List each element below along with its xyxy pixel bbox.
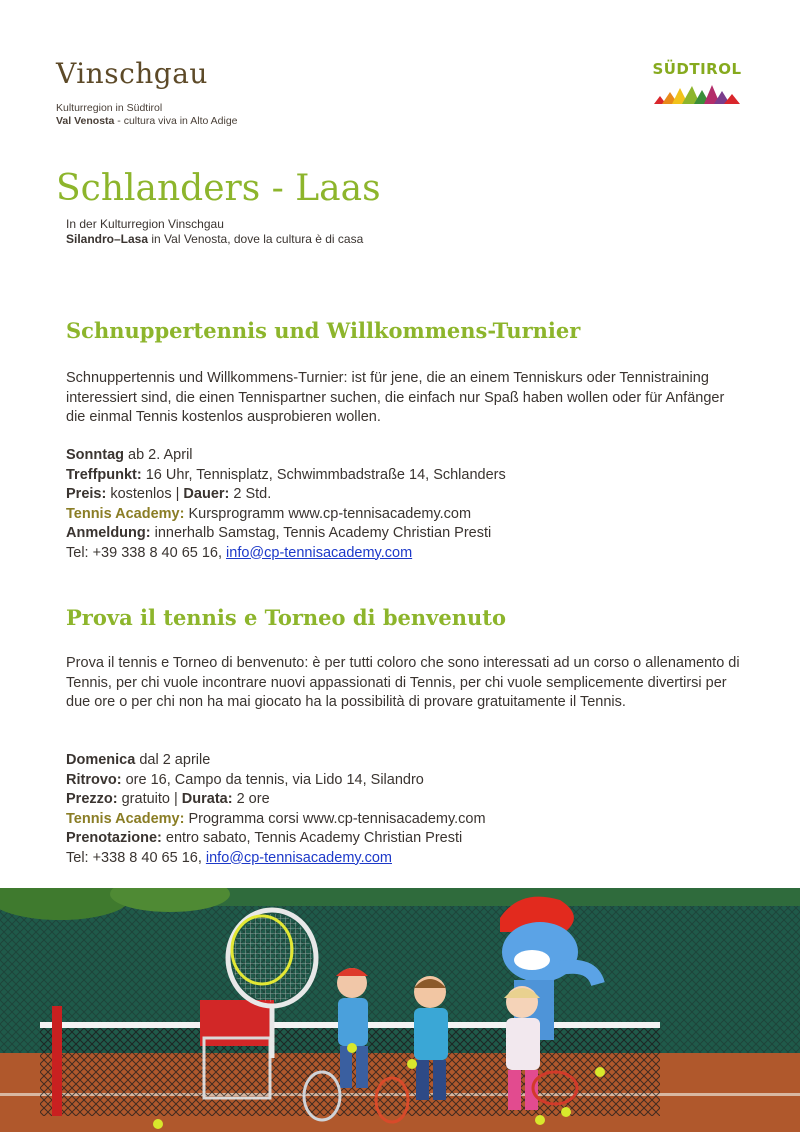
detail-price-duration: Prezzo: gratuito | Durata: 2 ore — [66, 791, 270, 807]
page-subtitle — [66, 217, 363, 247]
tennis-court-photo — [0, 888, 800, 1132]
email-link[interactable]: info@cp-tennisacademy.com — [205, 849, 392, 866]
event-details-it — [66, 751, 746, 868]
detail-meeting-point: Ritrovo: ore 16, Campo da tennis, via Lido 14, Silandro — [66, 771, 424, 788]
detail-academy: Tennis Academy: Kursprogramm www.cp-tennisacademy.com — [66, 505, 472, 522]
brand-subtitle — [56, 102, 238, 128]
section-intro-it: Prova il tennis e Torneo di benvenuto: è per tutti coloro che sono interessati ad un corso o allenamento di Tennis, per chi vuole incontrare nuovi appassionati di Tennis, per chi vuole semplicemente divertirsi per due ore o per chi non ha mai giocato ha la possibilità di provare gratuitamente il Tennis. — [66, 655, 740, 710]
children-tennis-illustration — [0, 888, 800, 1132]
mountain-stripes-icon — [654, 82, 740, 104]
vinschgau-brand — [56, 58, 238, 128]
detail-price-duration: Preis: kostenlos | Dauer: 2 Std. — [66, 486, 272, 502]
suedtirol-wordmark: SÜDTIROL — [652, 60, 742, 78]
detail-registration: Anmeldung: innerhalb Samstag, Tennis Academy Christian Presti — [66, 525, 492, 541]
brand-line-1: Kulturregion in Südtirol — [56, 102, 163, 114]
detail-date: Sonntag ab 2. April — [66, 447, 193, 463]
suedtirol-logo — [652, 60, 742, 104]
subtitle-line-2: Silandro–Lasa in Val Venosta, dove la cultura è di casa — [66, 232, 364, 246]
detail-academy: Tennis Academy: Programma corsi www.cp-tennisacademy.com — [66, 810, 486, 827]
page-title: Schlanders - Laas — [56, 168, 381, 209]
subtitle-line-1: In der Kulturregion Vinschgau — [66, 217, 224, 231]
section-heading-de: Schnuppertennis und Willkommens-Turnier — [66, 318, 581, 343]
detail-registration: Prenotazione: entro sabato, Tennis Academy Christian Presti — [66, 830, 463, 846]
detail-meeting-point: Treffpunkt: 16 Uhr, Tennisplatz, Schwimmbadstraße 14, Schlanders — [66, 466, 506, 483]
detail-contact: Tel: +338 8 40 65 16, info@cp-tennisacademy.com — [66, 849, 392, 866]
section-intro-de: Schnuppertennis und Willkommens-Turnier: ist für jene, die an einem Tenniskurs oder Tennistraining interessiert sind, die einen Tennispartner suchen, die einfach nur Spaß haben wollen oder für Anfänger die einmal Tennis kostenlos ausprobieren wollen. — [66, 370, 725, 425]
brand-line-2: Val Venosta - cultura viva in Alto Adige — [56, 115, 238, 127]
section-heading-it: Prova il tennis e Torneo di benvenuto — [66, 605, 506, 630]
detail-contact: Tel: +39 338 8 40 65 16, info@cp-tennisacademy.com — [66, 544, 413, 561]
email-link[interactable]: info@cp-tennisacademy.com — [226, 544, 413, 561]
vinschgau-logo: Vinschgau — [56, 57, 208, 90]
event-details-de — [66, 446, 746, 563]
detail-date: Domenica dal 2 aprile — [66, 752, 211, 768]
